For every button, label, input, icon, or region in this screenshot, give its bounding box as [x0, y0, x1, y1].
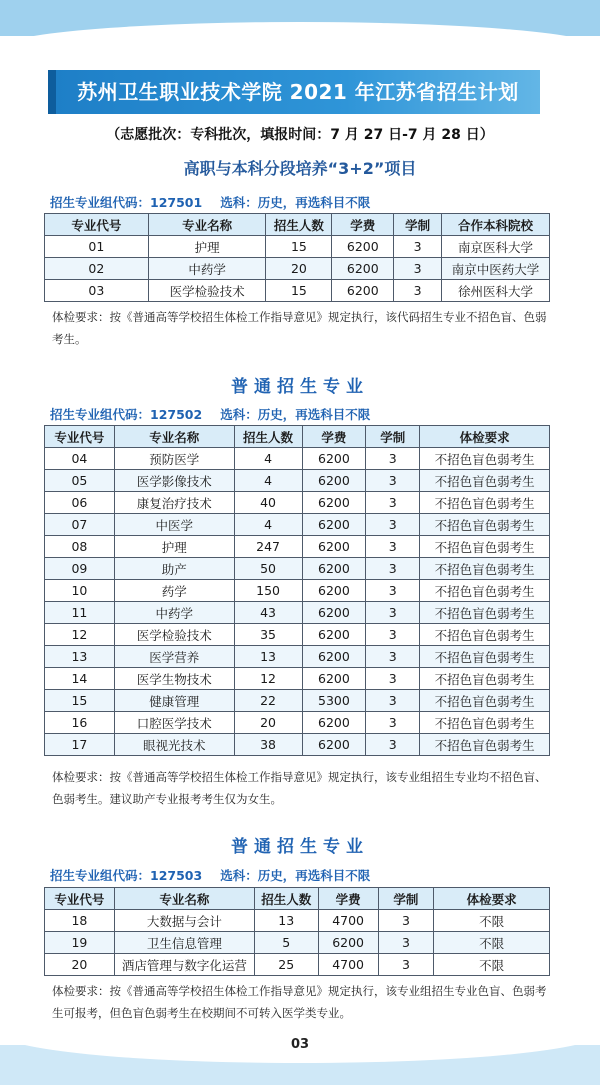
table-cell: 3 — [394, 280, 442, 302]
table-cell: 3 — [366, 624, 420, 646]
table-row — [45, 690, 550, 712]
table-cell: 13 — [45, 646, 115, 668]
table-cell: 不招色盲色弱考生 — [420, 668, 550, 690]
table-row — [45, 514, 550, 536]
table-cell: 17 — [45, 734, 115, 756]
table-cell: 不限 — [434, 910, 550, 932]
section-heading-3plus2: 高职与本科分段培养“3+2”项目 — [183, 159, 417, 178]
table-row — [45, 668, 550, 690]
table-cell: 20 — [45, 954, 115, 976]
table-cell: 4 — [234, 514, 302, 536]
table-cell: 19 — [45, 932, 115, 954]
table-cell: 08 — [45, 536, 115, 558]
column-header: 学制 — [378, 888, 434, 910]
page-number: 03 — [281, 1033, 319, 1057]
table-cell: 3 — [394, 236, 442, 258]
table-cell: 10 — [45, 580, 115, 602]
table-cell: 05 — [45, 470, 115, 492]
table-row — [45, 734, 550, 756]
table-row — [45, 910, 550, 932]
table-header — [45, 214, 550, 236]
table-row — [45, 448, 550, 470]
table-cell: 不招色盲色弱考生 — [420, 580, 550, 602]
medical-note-127503: 体检要求：按《普通高等学校招生体检工作指导意见》规定执行，该专业组招生专业色盲、色弱考生可报考，但色盲色弱考生在校期间不可转入医学类专业。 — [52, 984, 547, 1020]
table-cell: 6200 — [318, 932, 378, 954]
plan-table-127501 — [44, 213, 550, 302]
table-cell: 11 — [45, 602, 115, 624]
table-cell: 中药学 — [114, 602, 234, 624]
table-cell: 中药学 — [148, 258, 266, 280]
title-banner — [48, 70, 540, 114]
table-cell: 6200 — [302, 580, 366, 602]
table-cell: 15 — [266, 280, 332, 302]
table-header — [45, 888, 550, 910]
table-cell: 6200 — [302, 470, 366, 492]
table-header — [45, 426, 550, 448]
table-cell: 09 — [45, 558, 115, 580]
table-cell: 不招色盲色弱考生 — [420, 514, 550, 536]
table-cell: 南京中医药大学 — [442, 258, 550, 280]
table-row — [45, 580, 550, 602]
table-cell: 3 — [378, 932, 434, 954]
table-cell: 6200 — [302, 492, 366, 514]
table-cell: 07 — [45, 514, 115, 536]
column-header: 专业名称 — [114, 426, 234, 448]
table-cell: 酒店管理与数字化运营 — [114, 954, 254, 976]
table-cell: 12 — [45, 624, 115, 646]
table-cell: 38 — [234, 734, 302, 756]
table-cell: 247 — [234, 536, 302, 558]
column-header: 学费 — [302, 426, 366, 448]
table-row — [45, 954, 550, 976]
table-row — [45, 280, 550, 302]
table-cell: 150 — [234, 580, 302, 602]
group-info-127502 — [50, 405, 388, 423]
table-cell: 4 — [234, 448, 302, 470]
table-cell: 医学检验技术 — [114, 624, 234, 646]
table-cell: 3 — [366, 646, 420, 668]
table-cell: 20 — [234, 712, 302, 734]
table-cell: 助产 — [114, 558, 234, 580]
table-cell: 15 — [266, 236, 332, 258]
page-subtitle: （志愿批次：专科批次，填报时间：7 月 27 日-7 月 28 日） — [106, 127, 494, 143]
table-cell: 护理 — [114, 536, 234, 558]
table-cell: 22 — [234, 690, 302, 712]
table-cell: 3 — [366, 558, 420, 580]
column-header: 体检要求 — [420, 426, 550, 448]
table-row — [45, 492, 550, 514]
column-header: 专业代号 — [45, 214, 149, 236]
table-cell: 02 — [45, 258, 149, 280]
page-title: 苏州卫生职业技术学院 2021 年江苏省招生计划 — [77, 80, 519, 104]
column-header: 学制 — [366, 426, 420, 448]
table-cell: 健康管理 — [114, 690, 234, 712]
table-cell: 5 — [254, 932, 318, 954]
table-cell: 大数据与会计 — [114, 910, 254, 932]
column-header: 学费 — [332, 214, 394, 236]
table-cell: 6200 — [302, 624, 366, 646]
table-cell: 3 — [366, 514, 420, 536]
table-cell: 南京医科大学 — [442, 236, 550, 258]
table-cell: 6200 — [332, 280, 394, 302]
table-row — [45, 258, 550, 280]
table-cell: 13 — [254, 910, 318, 932]
table-cell: 25 — [254, 954, 318, 976]
table-cell: 01 — [45, 236, 149, 258]
table-cell: 预防医学 — [114, 448, 234, 470]
group-code: 招生专业组代码：127501 — [50, 195, 203, 210]
table-row — [45, 932, 550, 954]
plan-table-127503 — [44, 887, 550, 976]
table-cell: 3 — [366, 580, 420, 602]
table-cell: 6200 — [302, 712, 366, 734]
table-cell: 6200 — [302, 602, 366, 624]
table-cell: 35 — [234, 624, 302, 646]
column-header: 专业代号 — [45, 426, 115, 448]
table-cell: 不招色盲色弱考生 — [420, 646, 550, 668]
medical-note-127501: 体检要求：按《普通高等学校招生体检工作指导意见》规定执行，该代码招生专业不招色盲、色弱考生。 — [52, 310, 547, 346]
table-cell: 不招色盲色弱考生 — [420, 470, 550, 492]
column-header: 学制 — [394, 214, 442, 236]
table-cell: 不招色盲色弱考生 — [420, 558, 550, 580]
table-cell: 3 — [366, 602, 420, 624]
table-cell: 医学营养 — [114, 646, 234, 668]
column-header: 专业名称 — [148, 214, 266, 236]
table-cell: 40 — [234, 492, 302, 514]
column-header: 合作本科院校 — [442, 214, 550, 236]
table-cell: 06 — [45, 492, 115, 514]
group-subjects: 选科：历史，再选科目不限 — [220, 407, 371, 422]
table-cell: 43 — [234, 602, 302, 624]
table-row — [45, 646, 550, 668]
table-cell: 不限 — [434, 932, 550, 954]
table-cell: 护理 — [148, 236, 266, 258]
table-cell: 3 — [366, 470, 420, 492]
table-cell: 6200 — [302, 514, 366, 536]
medical-note-127502: 体检要求：按《普通高等学校招生体检工作指导意见》规定执行，该专业组招生专业均不招色盲、色弱考生。建议助产专业报考考生仅为女生。 — [52, 770, 547, 806]
table-cell: 4700 — [318, 954, 378, 976]
table-cell: 3 — [394, 258, 442, 280]
group-code: 招生专业组代码：127503 — [50, 868, 203, 883]
table-cell: 3 — [366, 492, 420, 514]
table-cell: 03 — [45, 280, 149, 302]
table-cell: 4 — [234, 470, 302, 492]
table-cell: 不招色盲色弱考生 — [420, 624, 550, 646]
table-cell: 18 — [45, 910, 115, 932]
plan-table-127502 — [44, 425, 550, 756]
table-cell: 3 — [366, 734, 420, 756]
table-cell: 康复治疗技术 — [114, 492, 234, 514]
table-cell: 3 — [366, 712, 420, 734]
group-info-127503 — [50, 866, 388, 884]
column-header: 体检要求 — [434, 888, 550, 910]
column-header: 招生人数 — [266, 214, 332, 236]
table-cell: 6200 — [302, 448, 366, 470]
table-cell: 6200 — [332, 236, 394, 258]
table-cell: 医学影像技术 — [114, 470, 234, 492]
group-code: 招生专业组代码：127502 — [50, 407, 203, 422]
table-cell: 不招色盲色弱考生 — [420, 734, 550, 756]
table-cell: 不招色盲色弱考生 — [420, 690, 550, 712]
table-cell: 药学 — [114, 580, 234, 602]
table-cell: 4700 — [318, 910, 378, 932]
table-cell: 口腔医学技术 — [114, 712, 234, 734]
table-cell: 3 — [366, 690, 420, 712]
table-cell: 医学检验技术 — [148, 280, 266, 302]
table-cell: 6200 — [302, 558, 366, 580]
table-cell: 6200 — [302, 734, 366, 756]
table-cell: 16 — [45, 712, 115, 734]
column-header: 学费 — [318, 888, 378, 910]
table-cell: 50 — [234, 558, 302, 580]
group-subjects: 选科：历史，再选科目不限 — [220, 195, 371, 210]
table-cell: 卫生信息管理 — [114, 932, 254, 954]
table-cell: 20 — [266, 258, 332, 280]
table-row — [45, 536, 550, 558]
table-cell: 15 — [45, 690, 115, 712]
table-row — [45, 712, 550, 734]
table-cell: 3 — [366, 536, 420, 558]
table-cell: 眼视光技术 — [114, 734, 234, 756]
column-header: 专业名称 — [114, 888, 254, 910]
table-cell: 12 — [234, 668, 302, 690]
table-row — [45, 558, 550, 580]
table-cell: 6200 — [302, 646, 366, 668]
table-cell: 医学生物技术 — [114, 668, 234, 690]
table-cell: 14 — [45, 668, 115, 690]
group-subjects: 选科：历史，再选科目不限 — [220, 868, 371, 883]
table-row — [45, 624, 550, 646]
table-cell: 不限 — [434, 954, 550, 976]
table-cell: 不招色盲色弱考生 — [420, 602, 550, 624]
table-cell: 不招色盲色弱考生 — [420, 492, 550, 514]
section-heading-regular-2: 普通招生专业 — [231, 837, 369, 857]
column-header: 专业代号 — [45, 888, 115, 910]
section-heading-regular-1: 普通招生专业 — [231, 377, 369, 397]
table-cell: 3 — [366, 668, 420, 690]
group-info-127501 — [50, 193, 388, 211]
table-row — [45, 236, 550, 258]
table-cell: 13 — [234, 646, 302, 668]
table-cell: 6200 — [302, 536, 366, 558]
table-cell: 3 — [366, 448, 420, 470]
table-cell: 04 — [45, 448, 115, 470]
column-header: 招生人数 — [234, 426, 302, 448]
table-cell: 不招色盲色弱考生 — [420, 448, 550, 470]
table-row — [45, 470, 550, 492]
table-cell: 3 — [378, 954, 434, 976]
column-header: 招生人数 — [254, 888, 318, 910]
table-row — [45, 602, 550, 624]
table-cell: 徐州医科大学 — [442, 280, 550, 302]
table-cell: 3 — [378, 910, 434, 932]
table-cell: 6200 — [332, 258, 394, 280]
table-cell: 不招色盲色弱考生 — [420, 712, 550, 734]
table-cell: 6200 — [302, 668, 366, 690]
table-cell: 不招色盲色弱考生 — [420, 536, 550, 558]
table-cell: 5300 — [302, 690, 366, 712]
table-cell: 中医学 — [114, 514, 234, 536]
